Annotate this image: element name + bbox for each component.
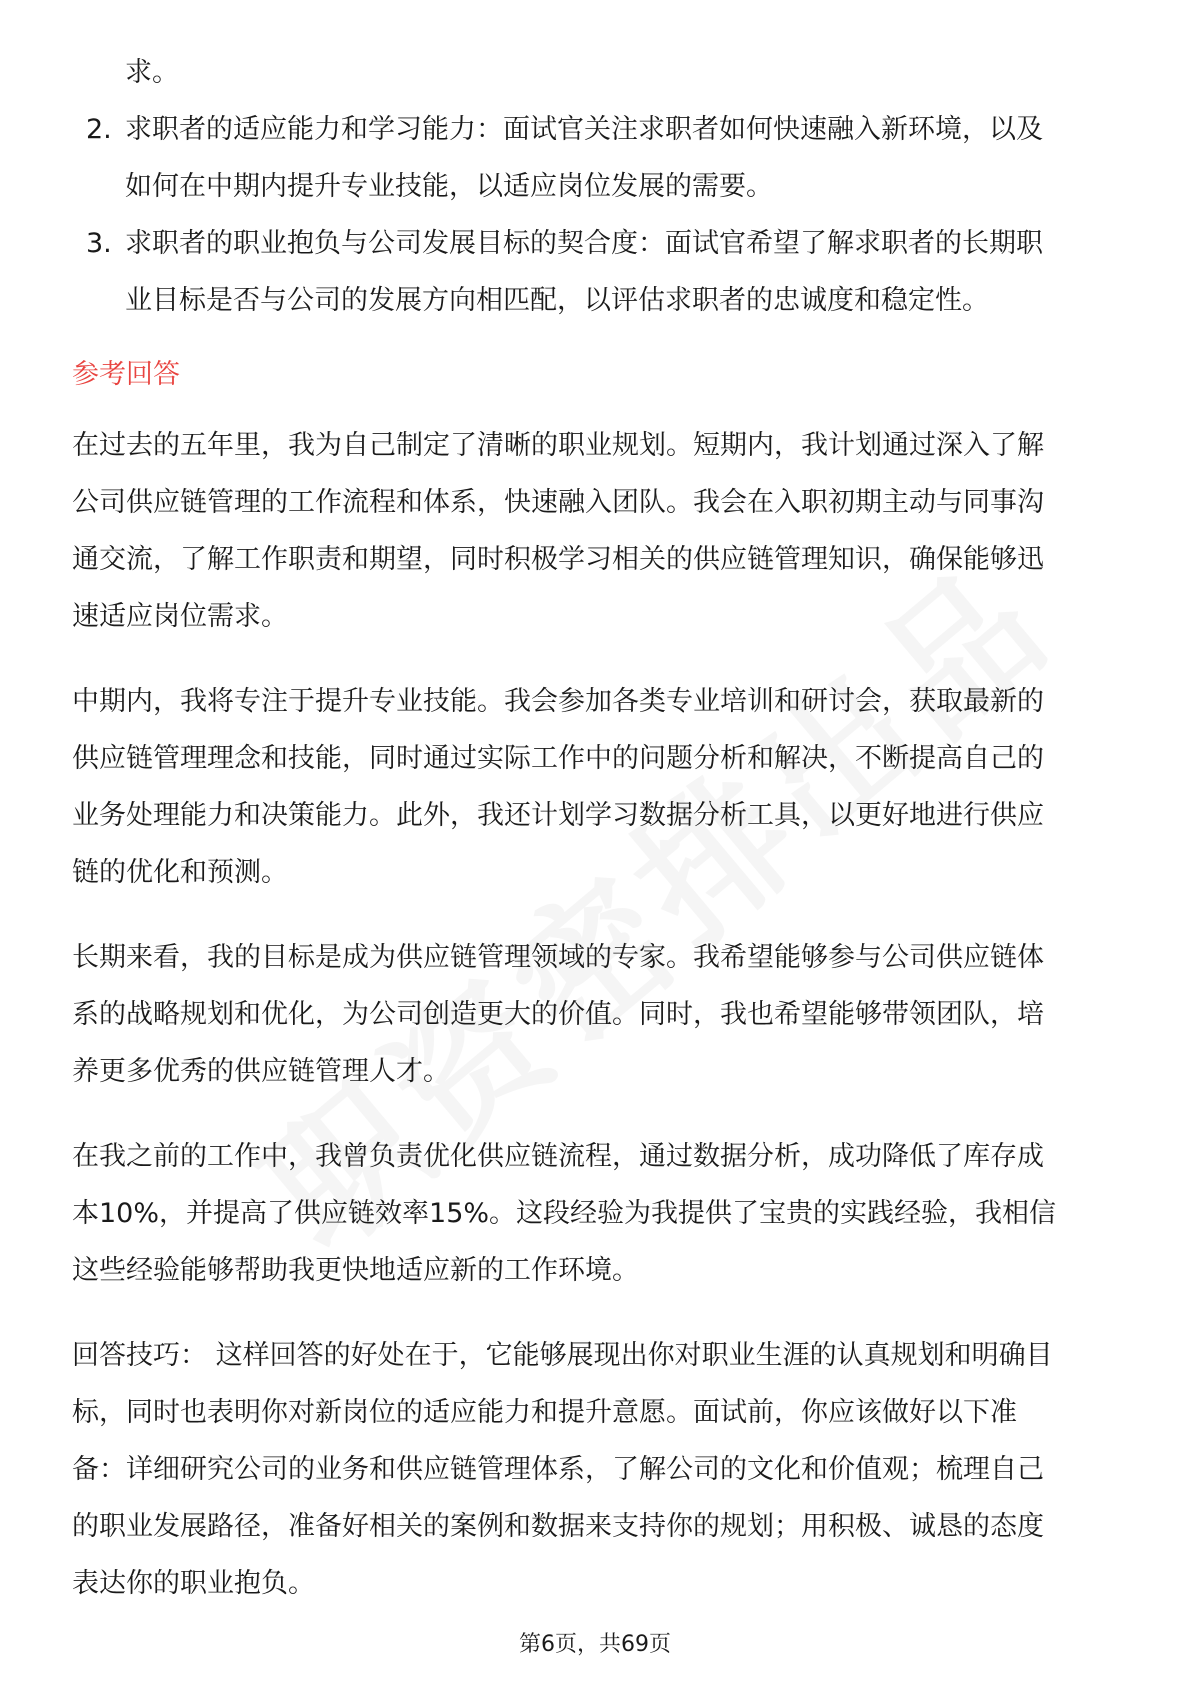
- paragraph-line: 标，同时也表明你对新岗位的适应能力和提升意愿。面试前，你应该做好以下准: [72, 1397, 1017, 1428]
- paragraph-line: 的职业发展路径，准备好相关的案例和数据来支持你的规划；用积极、诚恳的态度: [72, 1511, 1044, 1542]
- paragraph-line: 回答技巧： 这样回答的好处在于，它能够展现出你对职业生涯的认真规划和明确目: [72, 1340, 1053, 1371]
- paragraph-line: 链的优化和预测。: [72, 857, 288, 888]
- paragraph-line: 中期内，我将专注于提升专业技能。我会参加各类专业培训和研讨会，获取最新的: [72, 686, 1044, 717]
- page-content: [72, 44, 1120, 1640]
- list-item: [72, 101, 1120, 215]
- paragraph-line: 在我之前的工作中，我曾负责优化供应链流程，通过数据分析，成功降低了库存成: [72, 1141, 1044, 1172]
- paragraph-line: 系的战略规划和优化，为公司创造更大的价值。同时，我也希望能够带领团队，培: [72, 999, 1044, 1030]
- paragraph-line: 公司供应链管理的工作流程和体系，快速融入团队。我会在入职初期主动与同事沟: [72, 487, 1044, 518]
- paragraph: [72, 1128, 1120, 1299]
- paragraph: [72, 417, 1120, 645]
- paragraph-line: 通交流，了解工作职责和期望，同时积极学习相关的供应链管理知识，确保能够迅: [72, 544, 1044, 575]
- paragraph-line: 速适应岗位需求。: [72, 601, 288, 632]
- paragraph-line: 业务处理能力和决策能力。此外，我还计划学习数据分析工具，以更好地进行供应: [72, 800, 1044, 831]
- page-number-footer: 第6页，共69页: [519, 1632, 671, 1657]
- list-item-continuation: 求。: [125, 57, 179, 88]
- list-item-line: 求职者的适应能力和学习能力：面试官关注求职者如何快速融入新环境，以及: [125, 114, 1043, 145]
- paragraph-line: 这些经验能够帮助我更快地适应新的工作环境。: [72, 1255, 639, 1286]
- paragraph-line: 养更多优秀的供应链管理人才。: [72, 1056, 450, 1087]
- paragraph-line: 本10%，并提高了供应链效率15%。这段经验为我提供了宝贵的实践经验，我相信: [72, 1198, 1057, 1229]
- paragraph-line: 长期来看，我的目标是成为供应链管理领域的专家。我希望能够参与公司供应链体: [72, 942, 1044, 973]
- section-heading: 参考回答: [72, 359, 180, 390]
- paragraph-line: 在过去的五年里，我为自己制定了清晰的职业规划。短期内，我计划通过深入了解: [72, 430, 1044, 461]
- list-item-line: 求职者的职业抱负与公司发展目标的契合度：面试官希望了解求职者的长期职: [125, 228, 1043, 259]
- paragraph-answer-tips: [72, 1327, 1120, 1612]
- list-item-line: 业目标是否与公司的发展方向相匹配，以评估求职者的忠诚度和稳定性。: [125, 285, 989, 316]
- paragraph: [72, 673, 1120, 901]
- list-item-number: 2.: [86, 114, 112, 145]
- paragraph-line: 供应链管理理念和技能，同时通过实际工作中的问题分析和解决，不断提高自己的: [72, 743, 1044, 774]
- list-item: [72, 215, 1120, 329]
- paragraph: [72, 929, 1120, 1100]
- list-item-number: 3.: [86, 228, 112, 259]
- paragraph-line: 备：详细研究公司的业务和供应链管理体系，了解公司的文化和价值观；梳理自己: [72, 1454, 1044, 1485]
- list-item-line: 如何在中期内提升专业技能，以适应岗位发展的需要。: [125, 171, 773, 202]
- paragraph-line: 表达你的职业抱负。: [72, 1568, 315, 1599]
